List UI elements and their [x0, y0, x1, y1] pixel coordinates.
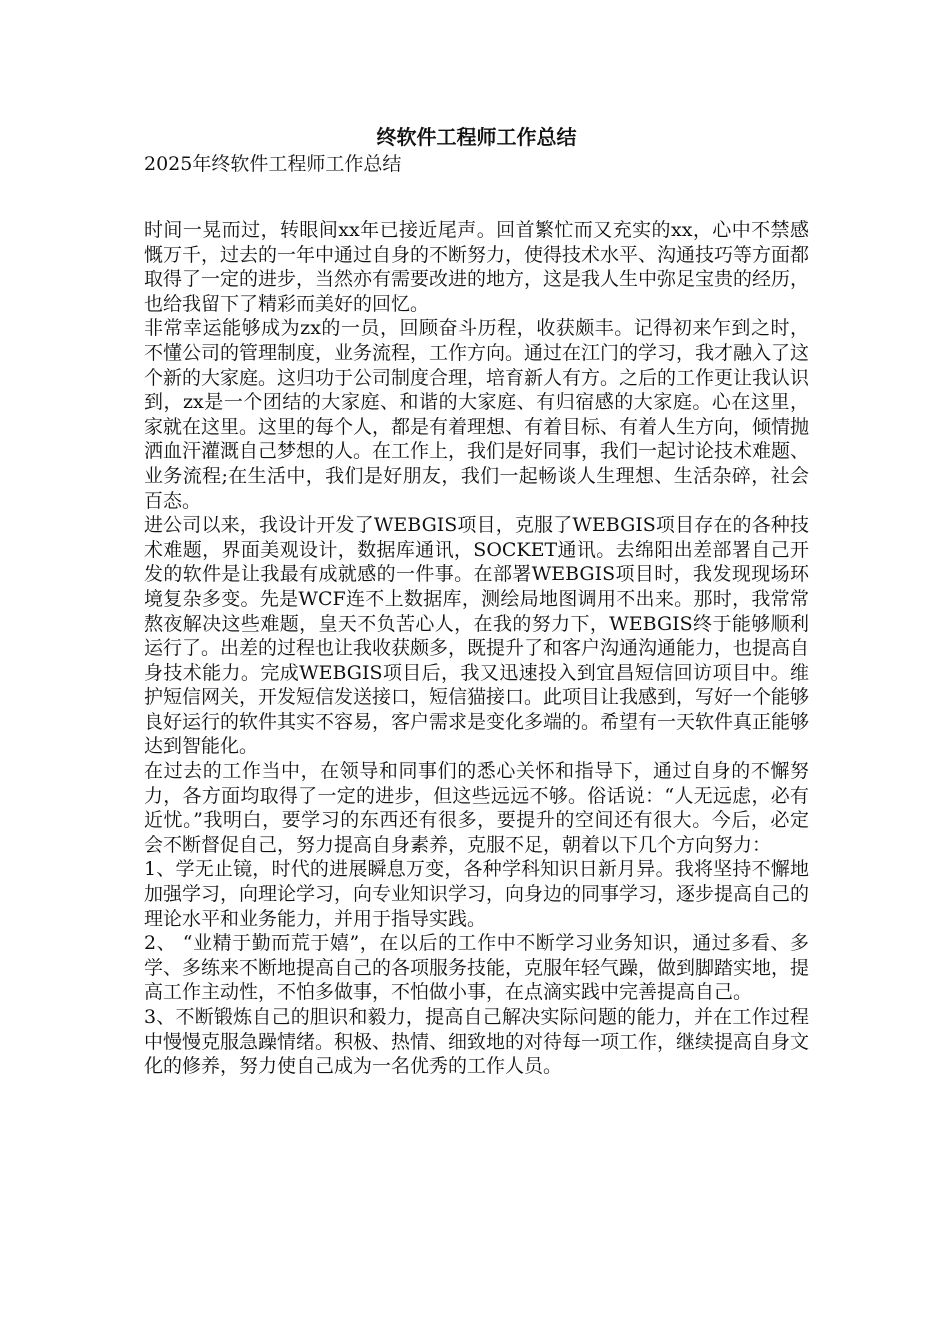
document-title: 终软件工程师工作总结 [376, 125, 577, 149]
document-subtitle: 2025年终软件工程师工作总结 [144, 153, 402, 175]
paragraph-projects: 进公司以来，我设计开发了WEBGIS项目，克服了WEBGIS项目存在的各种技术难题，界面美观设计，数据库通讯，SOCKET通讯。去绵阳出差部署自己开发的软件是让我最有成就感的一件事。在部署WEBGIS项目时，我发现现场环境复杂多变。先是WCF连不上数据库，测绘局地图调用不出来。那时，我常常熬夜解决这些难题，皇天不负苦心人，在我的努力下，WEBGIS终于能够顺利运行了。出差的过程也让我收获颇多，既提升了和客户沟通沟通能力，也提高自身技术能力。完成WEBGIS项目后，我又迅速投入到宜昌短信回访项目中。维护短信网关，开发短信发送接口，短信猫接口。此项目让我感到，写好一个能够良好运行的软件其实不容易，客户需求是变化多端的。希望有一天软件真正能够达到智能化。 [144, 514, 810, 758]
paragraph-intro: 时间一晃而过，转眼间xx年已接近尾声。回首繁忙而又充实的xx，心中不禁感慨万千，过去的一年中通过自身的不断努力，使得技术水平、沟通技巧等方面都取得了一定的进步，当然亦有需要改进的地方，这是我人生中弥足宝贵的经历，也给我留下了精彩而美好的回忆。 [144, 219, 810, 315]
goal-item-1: 1、学无止镜，时代的进展瞬息万变，各种学科知识日新月异。我将坚持不懈地加强学习，向理论学习，向专业知识学习，向身边的同事学习，逐步提高自己的理论水平和业务能力，并用于指导实践。 [144, 858, 810, 930]
goal-item-2: 2、 “业精于勤而荒于嬉”，在以后的工作中不断学习业务知识，通过多看、多学、多练来不断地提高自己的各项服务技能，克服年轻气躁，做到脚踏实地，提高工作主动性，不怕多做事，不怕做小事，在点滴实践中完善提高自己。 [144, 932, 810, 1004]
goal-item-3: 3、不断锻炼自己的胆识和毅力，提高自己解决实际问题的能力，并在工作过程中慢慢克服急躁情绪。积极、热情、细致地的对待每一项工作，继续提高自身文化的修养，努力使自己成为一名优秀的工作人员。 [144, 1006, 810, 1078]
paragraph-team: 非常幸运能够成为zx的一员，回顾奋斗历程，收获颇丰。记得初来乍到之时，不懂公司的管理制度，业务流程，工作方向。通过在江门的学习，我才融入了这个新的大家庭。这归功于公司制度合理，培育新人有方。之后的工作更让我认识到，zx是一个团结的大家庭、和谐的大家庭、有归宿感的大家庭。心在这里，家就在这里。这里的每个人，都是有着理想、有着目标、有着人生方向，倾情抛洒血汗灌溉自己梦想的人。在工作上，我们是好同事，我们一起讨论技术难题、业务流程;在生活中，我们是好朋友，我们一起畅谈人生理想、生活杂碎，社会百态。 [144, 317, 810, 512]
paragraph-reflection: 在过去的工作当中，在领导和同事们的悉心关怀和指导下，通过自身的不懈努力，各方面均取得了一定的进步，但这些远远不够。俗话说：“人无远虑，必有近忧。”我明白，要学习的东西还有很多，要提升的空间还有很大。今后，必定会不断督促自己，努力提高自身素养，克服不足，朝着以下几个方向努力： [144, 760, 809, 856]
document-page [144, 122, 809, 1079]
